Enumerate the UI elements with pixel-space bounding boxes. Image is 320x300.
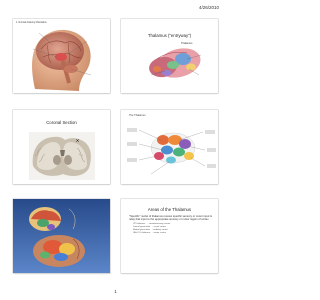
slide-brain-anatomy [13, 19, 110, 93]
slide-4-title: The Thalamus [129, 114, 146, 117]
thalamus-inset-title: Thalamus [181, 42, 193, 45]
bullet-sub-vp: VP thalamus → somatosensory cortex [133, 223, 171, 226]
slide-3-title: Coronal Section [46, 120, 77, 125]
slide-the-thalamus [121, 110, 218, 184]
bullet-main: "Specific" nuclei of thalamus receive specific sensory or motor input & relay that input to the appropriate sensory or motor region of cortex [129, 215, 212, 222]
page-number: 1 [114, 289, 117, 294]
brain-illustration [13, 19, 110, 93]
bullet-sub-lateral-geniculate: Lateral geniculate → visual cortex [133, 226, 166, 229]
bullet-sub-medial-geniculate: Medial geniculate → auditory cortex [133, 229, 168, 232]
slide-coronal-section [13, 110, 110, 184]
header-date: 4/26/2010 [198, 5, 219, 10]
thalamus-3d-illustration [121, 19, 218, 93]
cortex-areas-illustration [13, 199, 110, 273]
areas-bullet-list [129, 215, 212, 235]
slide-cortical-areas [13, 199, 110, 273]
slide-6-title: Areas of the Thalamus [147, 207, 192, 212]
slide-thalamus-entryway [121, 19, 218, 93]
slide-2-title: Thalamus ("entryway") [147, 33, 192, 38]
bullet-sub-va-vl: VA & VL thalamus → motor cortex [133, 232, 166, 235]
thalamus-nuclei-diagram [121, 110, 218, 184]
coronal-section-photo [13, 110, 110, 184]
slide-1-title: 1. Normal Anatomy Illustration [16, 22, 47, 24]
slide-areas-of-thalamus [121, 199, 218, 273]
